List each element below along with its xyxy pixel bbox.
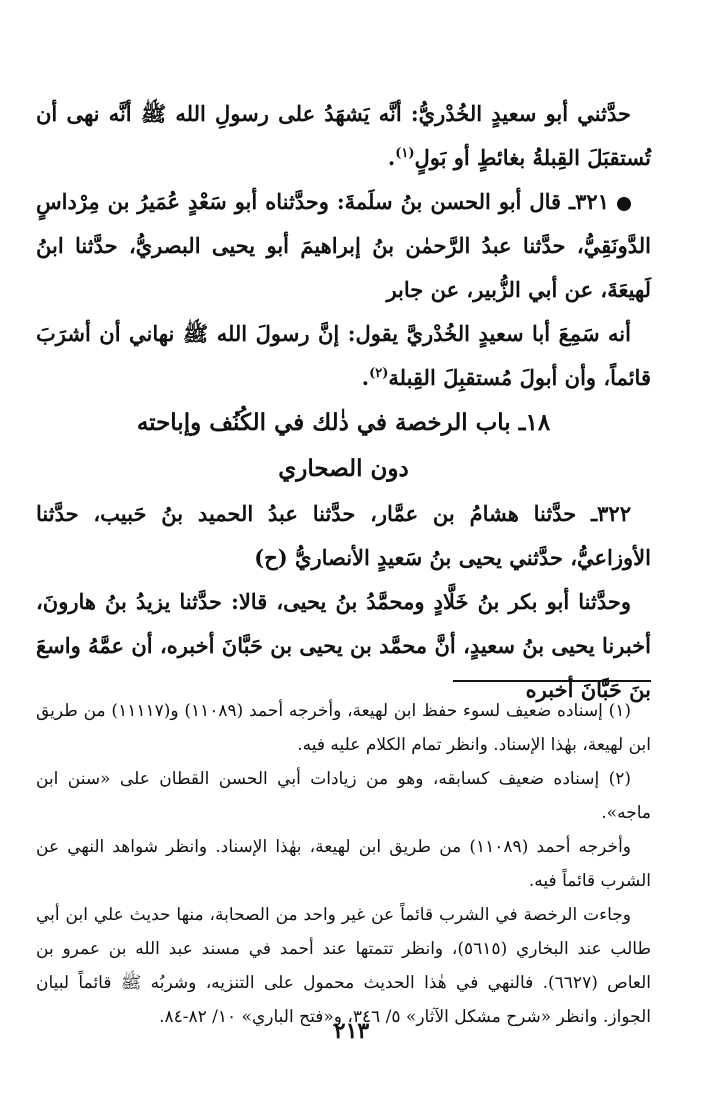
chapter-heading-line-2: دون الصحاري <box>278 455 409 482</box>
paragraph-2 <box>36 312 651 400</box>
footnote-1: (١) إسناده ضعيف لسوء حفظ ابن لهيعة، وأخرجه أحمد (١١٠٨٩) و(١١١١٧) من طريق ابن لهيعة، بهٰذا الإسناد. وانظر تمام الكلام عليه فيه. <box>36 701 651 755</box>
hadith-321-text: ٣٢١ـ قال أبو الحسن بنُ سلَمةَ: وحدَّثناه أبو سَعْدٍ عُمَيرُ بن مِرْداسٍ الدَّونَقِيُّ، حدَّثنا عبدُ الرَّحمٰن بنُ إبراهيمَ أبو يحيى البصريُّ، حدَّثنا ابنُ لَهيعَةَ، عن أبي الزُّبير، عن جابر <box>36 189 651 302</box>
paragraph-2-text: أنه سَمِعَ أبا سعيدٍ الخُدْريَّ يقول: إنَّ رسولَ الله ﷺ نهاني أن أشرَبَ قائماً، وأن أبولَ مُستقبِلَ القِبلة <box>36 321 651 390</box>
paragraph-1-text: حدَّثني أبو سعيدٍ الخُدْريُّ: أنَّه يَشهَدُ على رسولِ الله ﷺ أنَّه نهى أن تُستقبَلَ القِبلةُ بغائطٍ أو بَولٍ <box>36 101 651 170</box>
paragraph-1 <box>36 92 651 180</box>
paragraph-1-end: . <box>387 145 396 170</box>
paragraph-2-end: . <box>361 365 370 390</box>
footnote-2-continued: وأخرجه أحمد (١١٠٨٩) من طريق ابن لهيعة، بهٰذا الإسناد. وانظر شواهد النهي عن الشرب قائماً فيه. <box>36 837 651 891</box>
footnote-2-more: وجاءت الرخصة في الشرب قائماً عن غير واحد من الصحابة، منها حديث علي ابن أبي طالب عند البخاري (٥٦١٥)، وانظر تتمتها عند أحمد في مسند عبد الله بن عمرو بن العاص (٦٦٢٧). فالنهي في هٰذا الحديث محمول على التنزيه، وشربُه ﷺ قائماً لبيان الجواز. وانظر «شرح مشكل الآثار» ٥/ ٣٤٦، و«فتح الباري» ١٠/ ٨٢-٨٤. <box>36 905 652 1027</box>
footnotes <box>36 694 651 1034</box>
hadith-321 <box>36 180 651 312</box>
page-number: ٢١٣ <box>333 1018 370 1044</box>
footnote-2: (٢) إسناده ضعيف كسابقه، وهو من زيادات أبي الحسن القطان على «سنن ابن ماجه». <box>36 769 651 823</box>
paragraph-3: وحدَّثنا أبو بكر بنُ خَلَّادٍ ومحمَّدُ بنُ يحيى، قالا: حدَّثنا يزيدُ بنُ هارونَ، أخبرنا يحيى بنُ سعيدٍ، أنَّ محمَّد بن يحيى بن حَبَّانَ أخبره، أن عمَّهُ واسعَ بنَ حَبَّانَ أخبره <box>36 589 651 702</box>
chapter-heading-line-1: ١٨ـ باب الرخصة في ذٰلك في الكُنُف وإباحته <box>136 409 551 436</box>
hadith-322: ٣٢٢ـ حدَّثنا هشامُ بن عمَّار، حدَّثنا عبدُ الحميد بنُ حَبيب، حدَّثنا الأوزاعيُّ، حدَّثني يحيى بنُ سَعيدٍ الأنصاريُّ (ح) <box>36 501 651 570</box>
footnote-ref-2: (٢) <box>369 366 389 381</box>
bullet-icon <box>617 197 631 211</box>
footnote-ref-1: (١) <box>395 146 415 161</box>
footnote-divider <box>453 680 651 682</box>
main-text <box>36 92 651 712</box>
